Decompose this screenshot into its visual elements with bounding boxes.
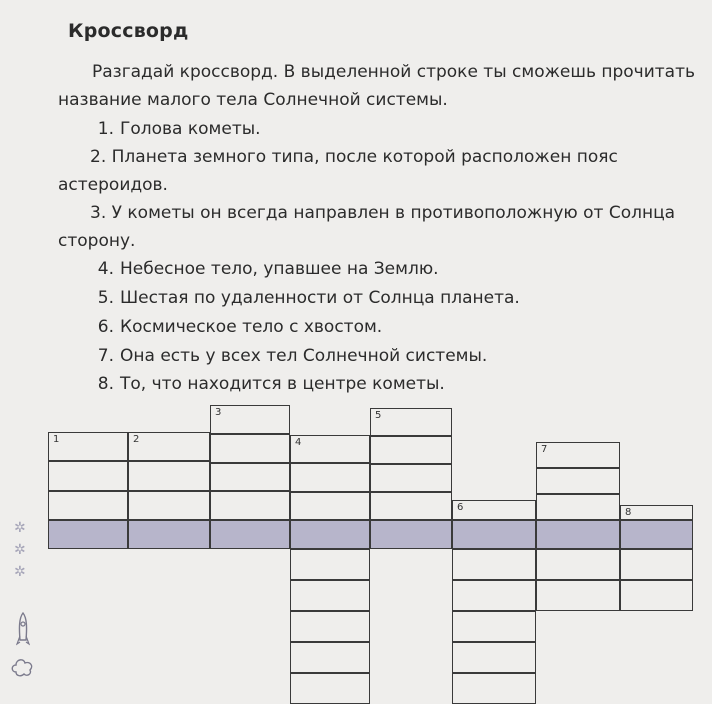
question-number: 5. (97, 288, 114, 308)
crossword-cell[interactable] (452, 520, 536, 549)
crossword-cell[interactable] (290, 580, 370, 611)
crossword-cell[interactable] (370, 436, 452, 464)
clue-number: 7 (541, 444, 548, 455)
question-number: 6. (97, 317, 114, 337)
crossword-cell[interactable] (128, 520, 210, 549)
decorative-icons (8, 520, 36, 670)
crossword-cell[interactable] (128, 432, 210, 461)
question-text: Небесное тело, упавшее на Землю. (120, 259, 439, 279)
page-title: Кроссворд (68, 20, 189, 42)
crossword-cell[interactable] (620, 549, 693, 580)
crossword-cell[interactable] (370, 408, 452, 436)
question-text: Голова кометы. (120, 119, 261, 139)
crossword-cell[interactable] (48, 520, 128, 549)
crossword-cell[interactable] (536, 520, 620, 549)
crossword-cell[interactable] (536, 549, 620, 580)
crossword-cell[interactable] (452, 642, 536, 673)
clue-number: 5 (375, 410, 382, 421)
crossword-cell[interactable] (290, 463, 370, 491)
star-icon: ✲ (14, 542, 26, 558)
clue-number: 8 (625, 507, 632, 518)
crossword-cell[interactable] (48, 432, 128, 461)
crossword-cell[interactable] (452, 549, 536, 580)
crossword-cell[interactable] (290, 611, 370, 642)
crossword-cell[interactable] (290, 673, 370, 704)
question-number: 1. (97, 119, 114, 139)
question-text: Космическое тело с хвостом. (120, 317, 383, 337)
star-icon: ✲ (14, 564, 26, 580)
crossword-cell[interactable] (210, 405, 290, 434)
crossword-cell[interactable] (620, 505, 693, 520)
crossword-cell[interactable] (210, 434, 290, 463)
clue-number: 2 (133, 434, 140, 445)
question-number: 4. (97, 259, 114, 279)
clue-number: 6 (457, 502, 464, 513)
crossword-cell[interactable] (452, 611, 536, 642)
crossword-cell[interactable] (536, 580, 620, 611)
crossword-cell[interactable] (620, 580, 693, 611)
crossword-cell[interactable] (290, 642, 370, 673)
question-text: Шестая по удаленности от Солнца планета. (120, 288, 520, 308)
crossword-cell[interactable] (48, 461, 128, 490)
crossword-cell[interactable] (128, 461, 210, 490)
crossword-cell[interactable] (290, 435, 370, 463)
crossword-cell[interactable] (210, 520, 290, 549)
crossword-cell[interactable] (128, 491, 210, 520)
rocket-icon (16, 612, 30, 650)
crossword-cell[interactable] (290, 520, 370, 549)
crossword-cell[interactable] (290, 549, 370, 580)
clue-number: 3 (215, 407, 222, 418)
crossword-cell[interactable] (370, 464, 452, 492)
crossword-cell[interactable] (536, 442, 620, 468)
crossword-cell[interactable] (290, 492, 370, 520)
question-text: То, что находится в центре кометы. (120, 374, 445, 394)
crossword-cell[interactable] (370, 492, 452, 520)
crossword-cell[interactable] (536, 468, 620, 494)
question-number: 7. (97, 346, 114, 366)
crossword-cell[interactable] (210, 491, 290, 520)
crossword-cell[interactable] (536, 494, 620, 520)
cloud-icon (10, 652, 36, 678)
crossword-cell[interactable] (210, 463, 290, 492)
question-text: Планета земного типа, после которой расположен пояс астероидов. (58, 147, 618, 195)
question-text: Она есть у всех тел Солнечной системы. (120, 346, 488, 366)
crossword-cell[interactable] (452, 580, 536, 611)
crossword-cell[interactable] (48, 491, 128, 520)
crossword-cell[interactable] (452, 500, 536, 520)
crossword-cell[interactable] (452, 673, 536, 704)
question-number: 3. (90, 203, 107, 223)
question-number: 8. (97, 374, 114, 394)
star-icon: ✲ (14, 520, 26, 536)
question-number: 2. (90, 147, 107, 167)
crossword-cell[interactable] (370, 520, 452, 549)
clue-number: 4 (295, 437, 302, 448)
question-text: У кометы он всегда направлен в противоположную от Солнца сторону. (58, 203, 676, 251)
intro-text: Разгадай кроссворд. В выделенной строке ты сможешь прочитать название малого тела Солнечной системы. (58, 62, 696, 110)
clue-number: 1 (53, 434, 60, 445)
crossword-cell[interactable] (620, 520, 693, 549)
